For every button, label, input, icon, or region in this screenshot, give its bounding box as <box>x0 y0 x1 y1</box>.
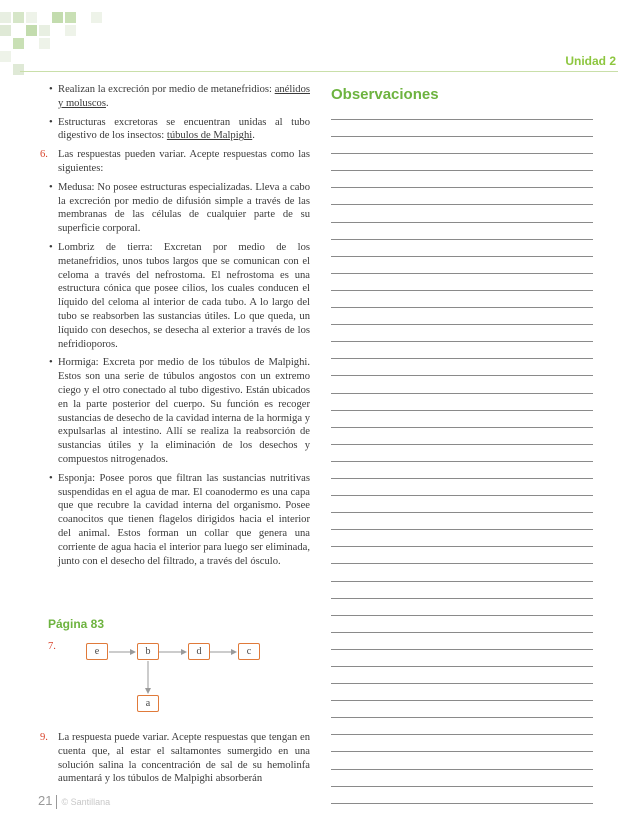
writing-line <box>331 204 593 205</box>
writing-line <box>331 358 593 359</box>
bullet-text: Medusa: No posee estructuras especializadas. Lleva a cabo la excreción por medio de difusión simple a través de las membranas de las células de cualquier parte de su superficie corporal. <box>58 181 310 235</box>
diagram-box-a: a <box>137 695 159 712</box>
writing-line <box>331 290 593 291</box>
header-rule <box>20 71 618 72</box>
question-6 <box>40 148 310 176</box>
question-number: 9. <box>40 732 48 743</box>
page-reference: Página 83 <box>48 617 105 631</box>
list-item <box>40 241 310 351</box>
writing-line <box>331 393 593 394</box>
underlined-answer: túbulos de Malpighi <box>166 130 253 142</box>
bullet-text: Esponja: Posee poros que filtran las sustancias nutritivas suspendidas en el agua de mar. El coanodermo es una capa que que recubre la cavidad interna del organismo. Posee coanocitos que tienen flagelos dirigidos hacia el interior del animal. Estos forman un collar que genera una corriente de agua hacia el interior para luego ser eliminada, junto con el desecho del filtrado, a través del ósculo. <box>58 472 310 567</box>
writing-line <box>331 119 593 120</box>
answers-column <box>40 83 310 573</box>
writing-line <box>331 598 593 599</box>
writing-line <box>331 700 593 701</box>
writing-line <box>331 170 593 171</box>
writing-line <box>331 529 593 530</box>
writing-line <box>331 341 593 342</box>
writing-line <box>331 239 593 240</box>
footer-divider <box>56 795 57 809</box>
list-item <box>40 83 310 111</box>
writing-line <box>331 563 593 564</box>
writing-line <box>331 307 593 308</box>
writing-line <box>331 375 593 376</box>
writing-line <box>331 256 593 257</box>
writing-line <box>331 803 593 804</box>
page-footer <box>38 793 110 809</box>
writing-line <box>331 427 593 428</box>
writing-line <box>331 187 593 188</box>
writing-line <box>331 615 593 616</box>
writing-line <box>331 734 593 735</box>
writing-line <box>331 410 593 411</box>
bullet-text: Estructuras excretoras se encuentran unidas al tubo digestivo de los insectos: <box>58 116 310 142</box>
list-item <box>40 356 310 466</box>
writing-line <box>331 444 593 445</box>
writing-line <box>331 786 593 787</box>
writing-line <box>331 222 593 223</box>
writing-line <box>331 512 593 513</box>
unit-label: Unidad 2 <box>565 54 616 68</box>
bullet-punct: . <box>105 97 109 109</box>
writing-line <box>331 478 593 479</box>
writing-line <box>331 273 593 274</box>
corner-decoration <box>0 0 100 80</box>
writing-line <box>331 324 593 325</box>
writing-line <box>331 136 593 137</box>
list-item <box>40 116 310 144</box>
diagram-box-c: c <box>238 643 260 660</box>
page-number: 21 <box>38 793 53 808</box>
question-number: 6. <box>40 149 48 161</box>
writing-line <box>331 461 593 462</box>
writing-line <box>331 751 593 752</box>
observation-lines <box>331 119 593 820</box>
writing-line <box>331 666 593 667</box>
writing-line <box>331 717 593 718</box>
bullet-text: Realizan la excreción por medio de metanefridios: <box>58 84 275 95</box>
bullet-text: Hormiga: Excreta por medio de los túbulos de Malpighi. Estos son una serie de túbulos angostos con un extremo ciego y el otro conectado al tubo digestivo. Están ubicados en la parte posterior del cuerpo. Su función es recoger sustancias de desecho de la cavidad interna de la hormiga y expulsarlas al intestino. Allí se realiza la reabsorción de sustancias útiles y la eliminación de los desechos y compuestos nitrogenados. <box>58 357 310 465</box>
underlined-answer: anélidos y moluscos <box>58 84 310 109</box>
diagram-box-b: b <box>137 643 159 660</box>
copyright: © Santillana <box>61 797 111 807</box>
writing-line <box>331 153 593 154</box>
question-7-number: 7. <box>48 641 56 652</box>
bullet-text: Lombriz de tierra: Excretan por medio de los metanefridios, unos tubos largos que se comunican con el celoma a través del nefrostoma. El nefrostoma es una estructura cónica que posee cilios, los cuales conducen el líquido del celoma al interior de cada tubo. A lo largo del tubo se reabsorben las sustancias útiles. Lo que queda, un líquido con desechos, se desecha al exterior a través de los nefridioporos. <box>58 241 310 350</box>
diagram-box-e: e <box>86 643 108 660</box>
writing-line <box>331 632 593 633</box>
diagram-box-d: d <box>188 643 210 660</box>
writing-line <box>331 581 593 582</box>
writing-line <box>331 495 593 496</box>
list-item <box>40 472 310 569</box>
question-9 <box>40 731 310 786</box>
writing-line <box>331 649 593 650</box>
writing-line <box>331 546 593 547</box>
list-item <box>40 181 310 236</box>
question-text: Las respuestas pueden variar. Acepte respuestas como las siguientes: <box>58 149 310 174</box>
observations-title: Observaciones <box>331 86 439 103</box>
writing-line <box>331 683 593 684</box>
bullet-punct: . <box>252 130 255 142</box>
question-text: La respuesta puede variar. Acepte respuestas que tengan en cuenta que, al estar el saltamontes sumergido en una solución salina la concentración de sal de su hemolinfa aumentará y los túbulos de Malpighi absorberán <box>58 732 310 785</box>
writing-line <box>331 769 593 770</box>
